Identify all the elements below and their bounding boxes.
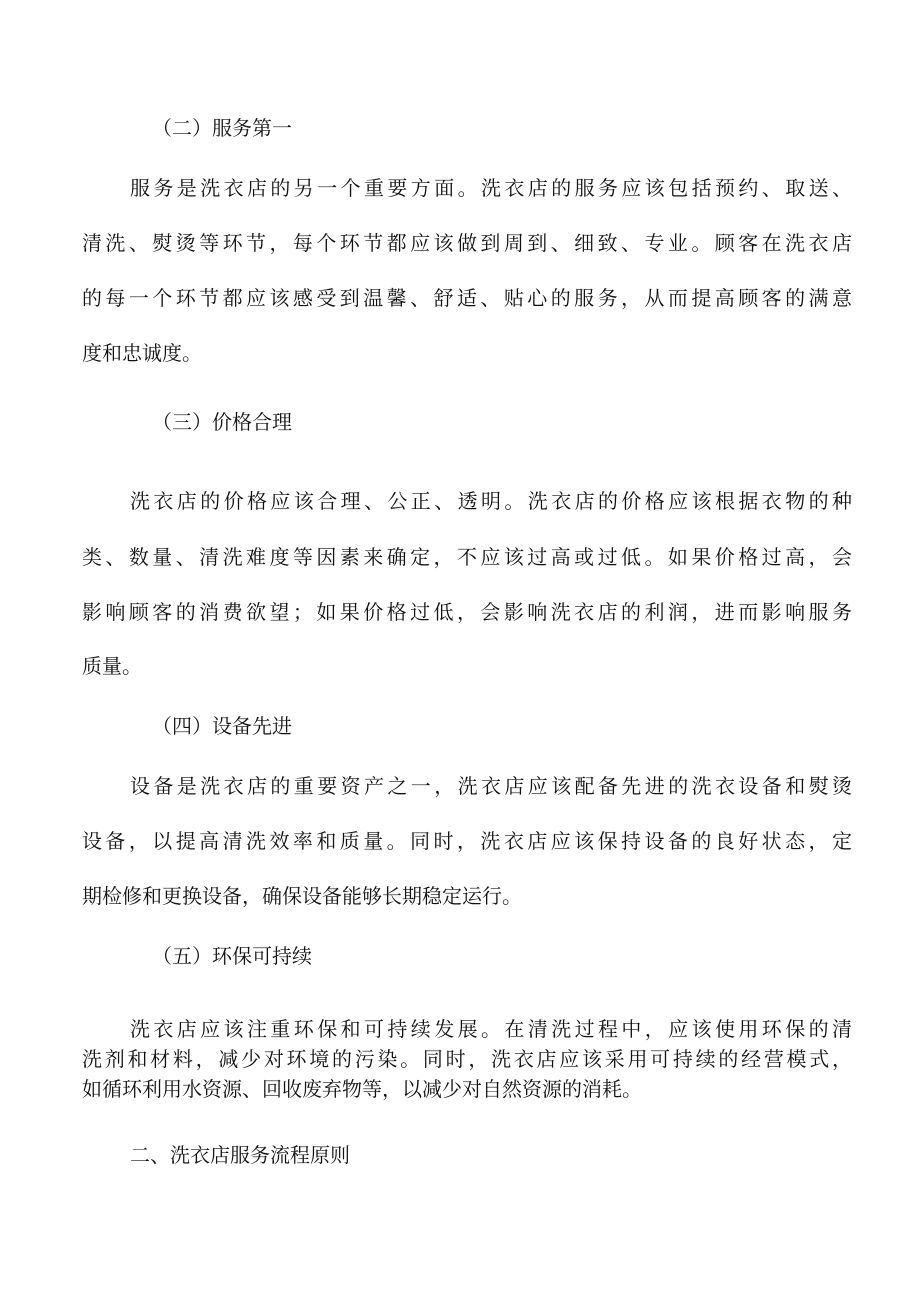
paragraph-line: 设备，以提高清洗效率和质量。同时，洗衣店应该保持设备的良好状态，定 bbox=[82, 829, 852, 853]
section-heading-eco: （五）环保可持续 bbox=[152, 944, 312, 968]
paragraph-line: 质量。 bbox=[82, 654, 142, 678]
section-heading-price: （三）价格合理 bbox=[152, 410, 292, 434]
paragraph-line: 洗衣店的价格应该合理、公正、透明。洗衣店的价格应该根据衣物的种 bbox=[130, 489, 852, 513]
section-heading-equipment: （四）设备先进 bbox=[152, 714, 292, 738]
paragraph-line: 度和忠诚度。 bbox=[82, 341, 202, 365]
paragraph-line: 如循环利用水资源、回收废弃物等，以减少对自然资源的消耗。 bbox=[82, 1077, 642, 1101]
main-heading: 二、洗衣店服务流程原则 bbox=[130, 1143, 350, 1167]
paragraph-line: 洗剂和材料，减少对环境的污染。同时，洗衣店应该采用可持续的经营模式， bbox=[82, 1047, 852, 1071]
paragraph-line: 设备是洗衣店的重要资产之一，洗衣店应该配备先进的洗衣设备和熨烫 bbox=[130, 774, 852, 798]
paragraph-line: 的每一个环节都应该感受到温馨、舒适、贴心的服务，从而提高顾客的满意 bbox=[82, 286, 852, 310]
paragraph-line: 洗衣店应该注重环保和可持续发展。在清洗过程中，应该使用环保的清 bbox=[130, 1017, 852, 1041]
paragraph-line: 影响顾客的消费欲望；如果价格过低，会影响洗衣店的利润，进而影响服务 bbox=[82, 600, 852, 624]
paragraph-line: 服务是洗衣店的另一个重要方面。洗衣店的服务应该包括预约、取送、 bbox=[130, 176, 852, 200]
paragraph-line: 类、数量、清洗难度等因素来确定，不应该过高或过低。如果价格过高，会 bbox=[82, 545, 852, 569]
section-heading-service: （二）服务第一 bbox=[152, 116, 292, 140]
paragraph-line: 期检修和更换设备，确保设备能够长期稳定运行。 bbox=[82, 884, 522, 908]
paragraph-line: 清洗、熨烫等环节，每个环节都应该做到周到、细致、专业。顾客在洗衣店 bbox=[82, 231, 852, 255]
